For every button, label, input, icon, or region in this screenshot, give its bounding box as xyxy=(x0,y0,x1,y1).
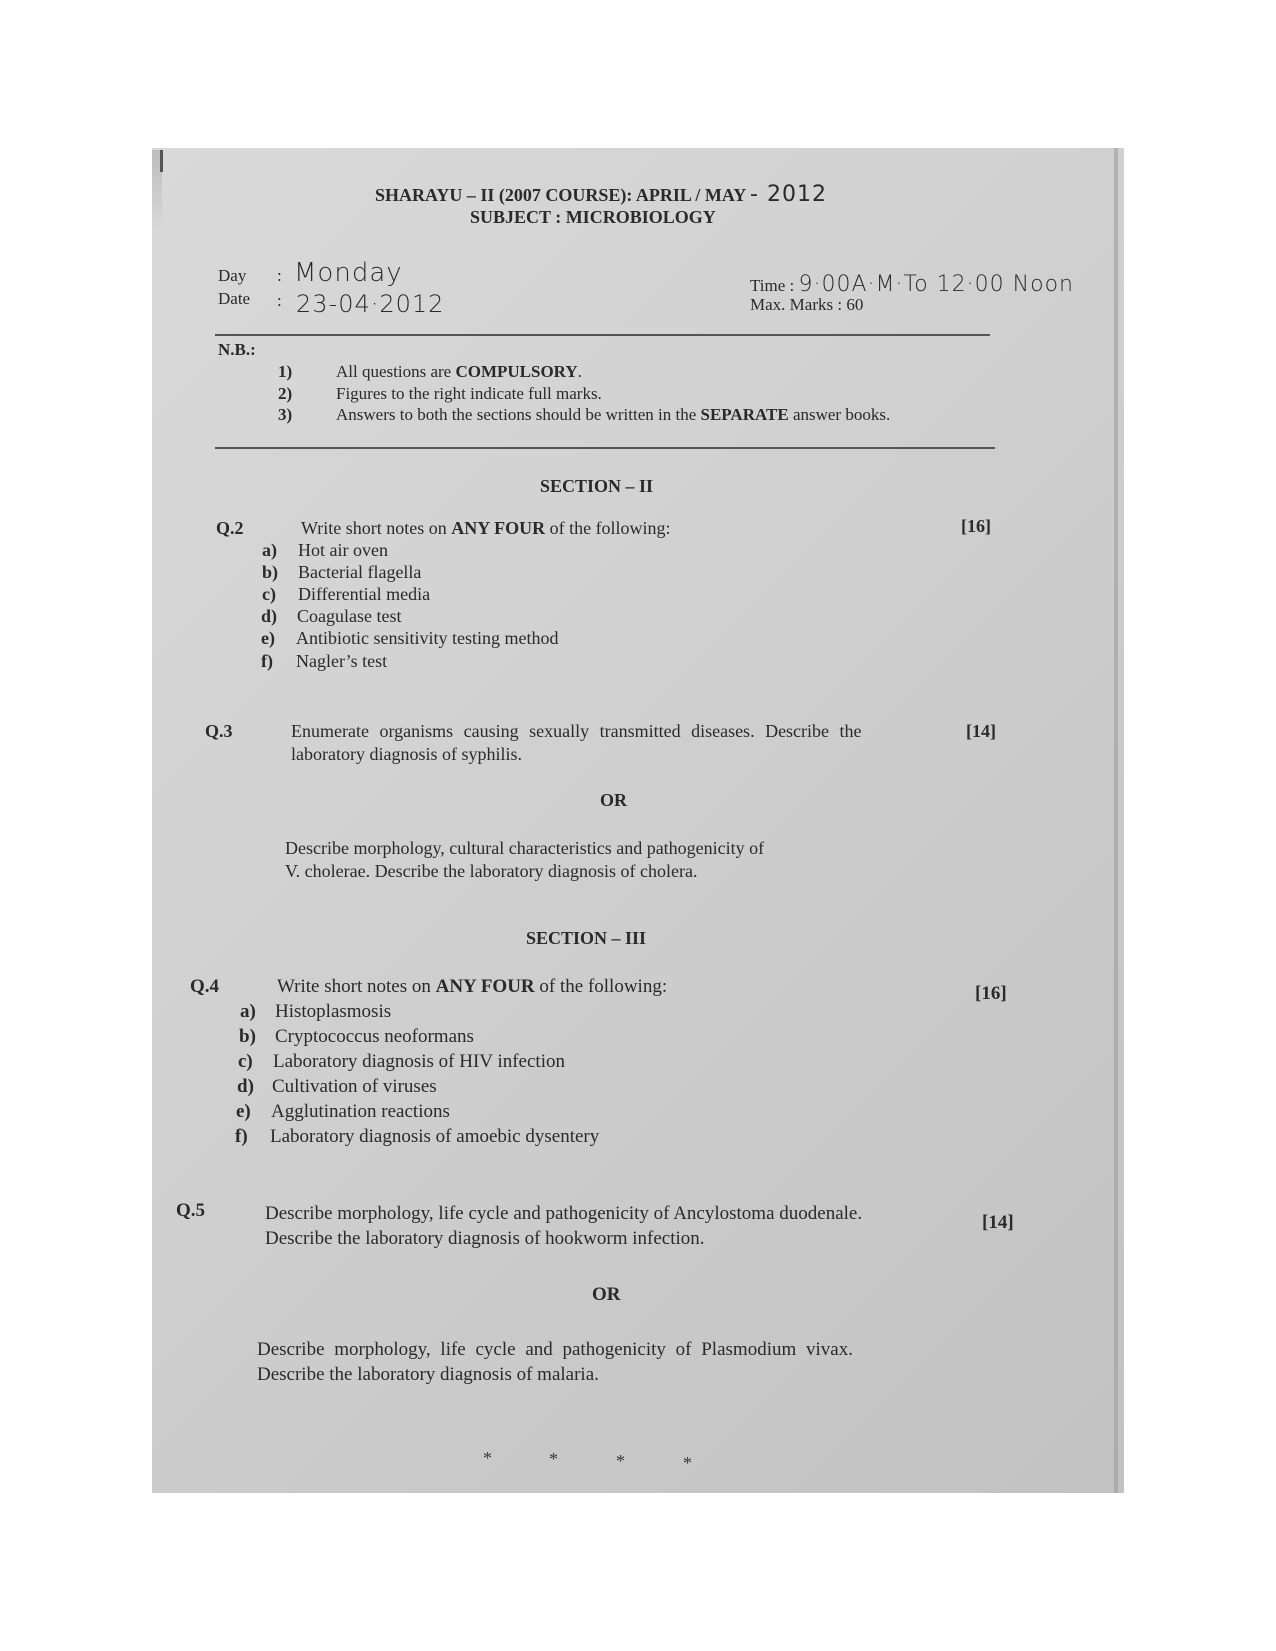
question-number: Q.3 xyxy=(205,721,233,741)
date-label: Date xyxy=(218,289,251,308)
subitem-text: Bacterial flagella xyxy=(298,562,422,582)
instruction-text: Figures to the right indicate full marks. xyxy=(336,384,602,403)
subitem-label: a) xyxy=(262,540,277,560)
instruction-emphasis: SEPARATE xyxy=(700,405,789,424)
question-text-line: Enumerate organisms causing sexually transmitted diseases. Describe the xyxy=(291,721,862,741)
or-separator: OR xyxy=(592,1284,621,1305)
question-marks: [16] xyxy=(961,516,991,536)
alternative-text-line: Describe morphology, life cycle and pathogenicity of Plasmodium vivax. xyxy=(257,1339,853,1360)
subitem-text: Laboratory diagnosis of HIV infection xyxy=(273,1051,565,1072)
instruction-number: 3) xyxy=(278,405,293,424)
date-colon: : xyxy=(277,291,282,310)
question-text-line: Describe morphology, life cycle and pathogenicity of Ancylostoma duodenale. xyxy=(265,1203,863,1224)
instructions-divider xyxy=(215,447,995,449)
star-icon: * xyxy=(683,1453,692,1473)
nb-label: N.B.: xyxy=(218,340,256,359)
time-value: 9·00A·M·To 12·00 Noon xyxy=(798,272,1074,297)
subitem-label: e) xyxy=(261,628,275,648)
instruction-number: 1) xyxy=(278,362,293,381)
subitem-label: d) xyxy=(237,1076,254,1097)
question-text-line: Describe the laboratory diagnosis of hookworm infection. xyxy=(265,1228,705,1249)
alternative-text-line: Describe morphology, cultural characteristics and pathogenicity of xyxy=(285,838,765,858)
exam-title-text: SHARAYU – II (2007 COURSE): APRIL / MAY xyxy=(375,185,746,205)
question-prompt xyxy=(277,976,667,998)
question-marks: [14] xyxy=(966,721,996,741)
instruction-item xyxy=(336,405,890,425)
question-number: Q.4 xyxy=(190,976,220,997)
question-prompt xyxy=(301,518,671,539)
day-colon: : xyxy=(277,266,282,285)
subitem-text: Coagulase test xyxy=(297,606,402,626)
instruction-item xyxy=(336,362,582,382)
subitem-text: Hot air oven xyxy=(298,540,388,560)
exam-paper-page xyxy=(152,148,1124,1493)
instruction-number: 2) xyxy=(278,384,293,403)
max-marks: Max. Marks : 60 xyxy=(750,295,864,314)
exam-year-handwritten: - 2012 xyxy=(750,182,827,207)
prompt-text-end: of the following: xyxy=(534,976,668,997)
subject-title: SUBJECT : MICROBIOLOGY xyxy=(470,207,716,227)
instruction-text: Answers to both the sections should be written in the xyxy=(336,405,701,424)
instruction-emphasis: COMPULSORY xyxy=(455,362,578,381)
question-number: Q.2 xyxy=(216,518,244,538)
subitem-text: Agglutination reactions xyxy=(271,1101,450,1122)
subitem-text: Differential media xyxy=(298,584,431,604)
instruction-item xyxy=(336,384,602,404)
section-title: SECTION – II xyxy=(540,476,654,496)
prompt-emphasis: ANY FOUR xyxy=(451,518,546,538)
subitem-label: a) xyxy=(240,1001,256,1022)
prompt-text-end: of the following: xyxy=(545,518,671,538)
question-number: Q.5 xyxy=(176,1200,206,1221)
instruction-text-end: answer books. xyxy=(788,405,891,424)
subitem-text: Cultivation of viruses xyxy=(272,1076,437,1097)
subitem-label: c) xyxy=(238,1051,253,1072)
question-marks: [16] xyxy=(975,983,1007,1004)
subitem-label: b) xyxy=(262,562,279,582)
page-right-edge xyxy=(1114,148,1118,1493)
or-separator: OR xyxy=(600,790,627,810)
instruction-text: All questions are xyxy=(336,362,456,381)
header-divider xyxy=(215,334,990,336)
exam-title xyxy=(375,182,827,207)
day-value: Monday xyxy=(294,258,403,288)
question-text-line: laboratory diagnosis of syphilis. xyxy=(291,744,522,764)
prompt-emphasis: ANY FOUR xyxy=(435,976,535,997)
day-label: Day xyxy=(218,266,247,285)
alternative-text-line: V. cholerae. Describe the laboratory diagnosis of cholera. xyxy=(285,861,698,881)
question-marks: [14] xyxy=(982,1212,1014,1233)
subitem-text: Cryptococcus neoformans xyxy=(275,1026,474,1047)
page-edge-mark xyxy=(160,150,163,172)
time-label: Time : xyxy=(750,276,795,295)
time-field xyxy=(750,272,1074,297)
subitem-text: Antibiotic sensitivity testing method xyxy=(296,628,559,648)
date-value: 23-04·2012 xyxy=(296,290,445,318)
subitem-text: Nagler’s test xyxy=(296,651,388,671)
star-icon: * xyxy=(616,1451,625,1471)
subitem-label: d) xyxy=(261,606,278,626)
section-title: SECTION – III xyxy=(526,928,647,948)
subitem-label: f) xyxy=(261,651,273,671)
instruction-text-end: . xyxy=(577,362,582,381)
prompt-text: Write short notes on xyxy=(301,518,452,538)
subitem-label: b) xyxy=(239,1026,256,1047)
star-icon: * xyxy=(483,1448,492,1468)
subitem-label: c) xyxy=(262,584,276,604)
subitem-text: Laboratory diagnosis of amoebic dysentery xyxy=(270,1126,600,1147)
star-icon: * xyxy=(549,1449,558,1469)
subitem-label: e) xyxy=(236,1101,251,1122)
subitem-text: Histoplasmosis xyxy=(275,1001,392,1022)
prompt-text: Write short notes on xyxy=(277,976,436,997)
alternative-text-line: Describe the laboratory diagnosis of malaria. xyxy=(257,1364,599,1385)
subitem-label: f) xyxy=(235,1126,248,1147)
